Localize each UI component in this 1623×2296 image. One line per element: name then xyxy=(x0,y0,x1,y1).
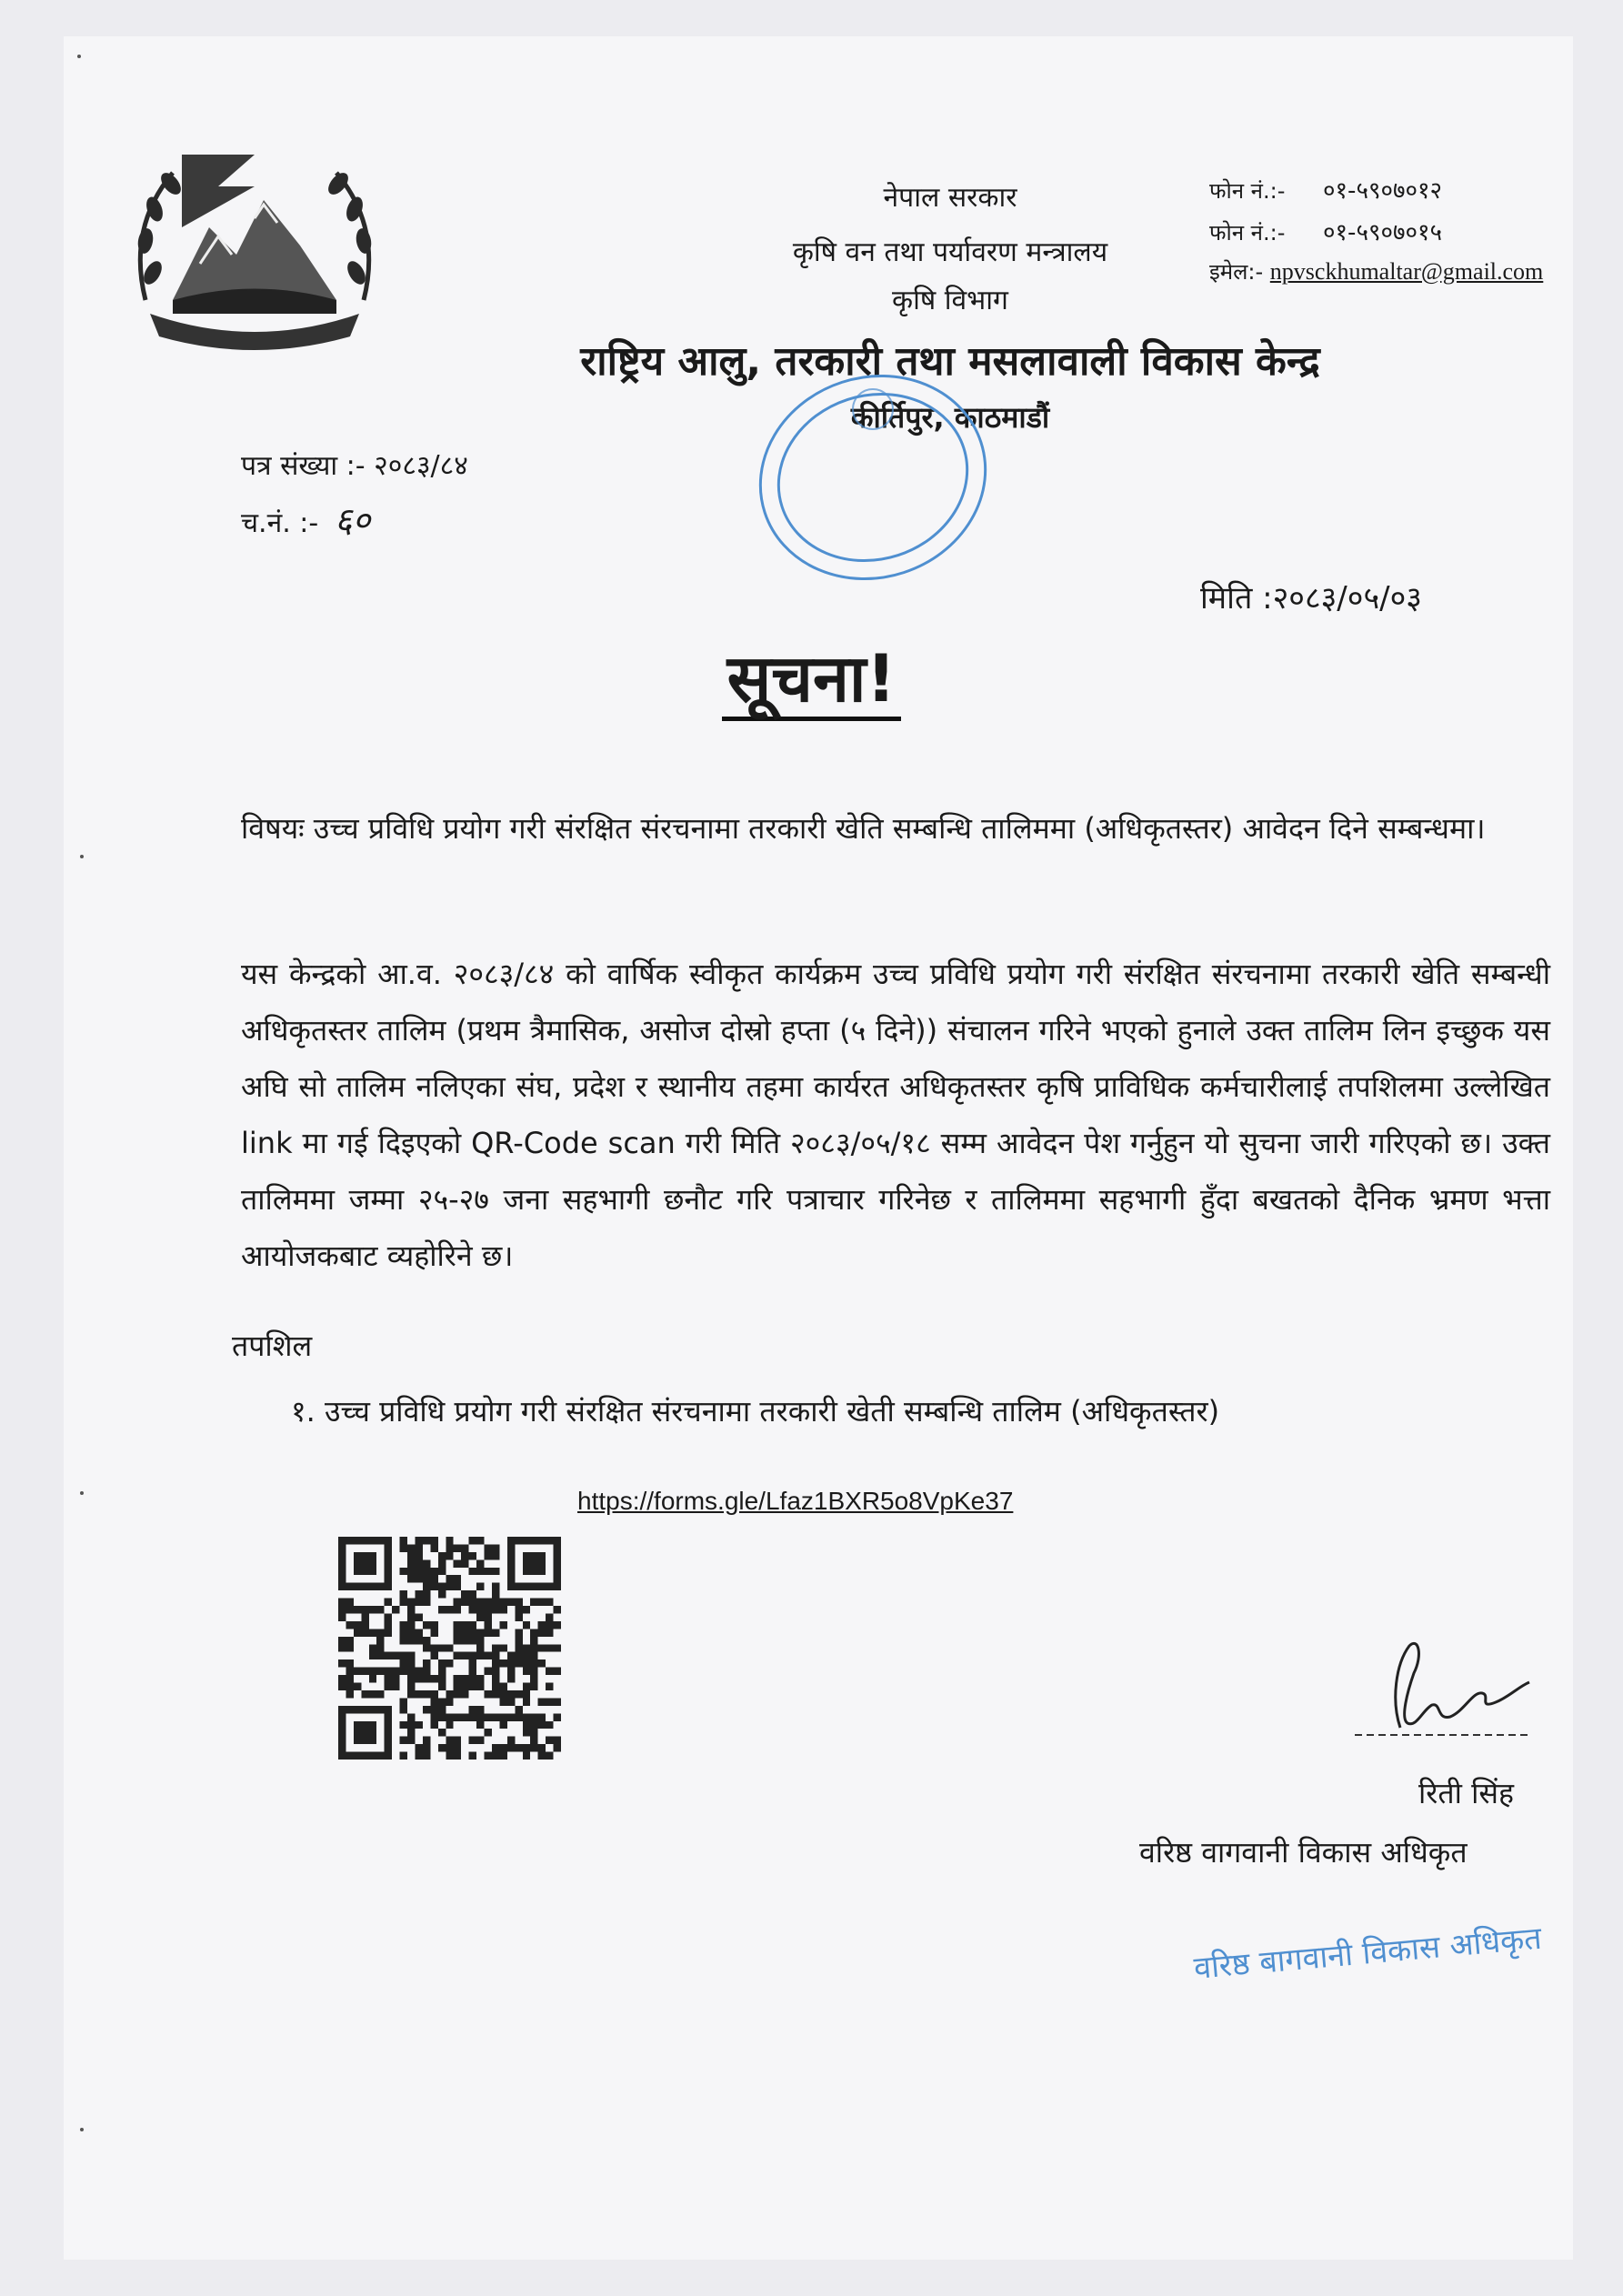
dispatch-number-value: ६० xyxy=(334,500,371,540)
dispatch-number-label: च.नं. :- xyxy=(241,507,319,539)
email-link[interactable]: npvsckhumaltar@gmail.com xyxy=(1269,258,1544,285)
phone-number-2: ०१-५९०७०१५ xyxy=(1323,219,1443,246)
office-location: कीर्तिपुर, काठमाडौं xyxy=(850,400,1050,435)
scan-speck xyxy=(80,2128,84,2131)
annex-item-1: १. उच्च प्रविधि प्रयोग गरी संरक्षित संरचनामा तरकारी खेती सम्बन्धि तालिम (अधिकृतस्तर) xyxy=(291,1394,1220,1429)
signatory-title: वरिष्ठ वागवानी विकास अधिकृत xyxy=(1139,1835,1468,1870)
email-row xyxy=(1209,256,1543,286)
phone-2-row xyxy=(1209,215,1442,247)
office-seal-stamp xyxy=(736,355,1009,600)
notice-subject: विषयः उच्च प्रविधि प्रयोग गरी संरक्षित संरचनामा तरकारी खेति सम्बन्धि तालिममा (अधिकृतस्तर) आवेदन दिने सम्बन्धमा। xyxy=(241,811,1486,846)
department-name: कृषि विभाग xyxy=(892,285,1008,316)
email-label: इमेल:- xyxy=(1209,259,1264,285)
scan-speck xyxy=(80,1491,84,1495)
scan-speck xyxy=(80,855,84,858)
govt-name: नेपाल सरकार xyxy=(883,182,1017,214)
designation-stamp: वरिष्ठ बागवानी विकास अधिकृत xyxy=(1192,1920,1544,1987)
notice-title xyxy=(0,632,1623,721)
phone-number-1: ०१-५९०७०१२ xyxy=(1323,177,1443,205)
notice-body: यस केन्द्रको आ.व. २०८३/८४ को वार्षिक स्वीकृत कार्यक्रम उच्च प्रविधि प्रयोग गरी संरक्षित संरचनामा तरकारी खेति सम्बन्धी अधिकृतस्तर तालिम (प्रथम त्रैमासिक, असोज दोस्रो हप्ता (५ दिने)) संचालन गरिने भएको हुनाले उक्त तालिम लिन इच्छुक यस अघि सो तालिम नलिएका संघ, प्रदेश र स्थानीय तहमा कार्यरत अधिकृतस्तर कृषि प्राविधिक कर्मचारीलाई तपशिलमा उल्लेखित link मा गई दिइएको QR-Code scan गरी मिति २०८३/०५/१८ सम्म आवेदन पेश गर्नुहुन यो सुचना जारी गरिएको छ। उक्त तालिममा जम्मा २५-२७ जना सहभागी छनौट गरि पत्राचार गरिनेछ र तालिममा सहभागी हुँदा बखतको दैनिक भ्रमण भत्ता आयोजकबाट व्यहोरिने छ। xyxy=(241,957,1550,1273)
notice-date: मिति :२०८३/०५/०३ xyxy=(1200,580,1422,617)
application-form-link[interactable]: https://forms.gle/Lfaz1BXR5o8VpKe37 xyxy=(577,1487,1014,1515)
scan-speck xyxy=(77,55,81,58)
dispatch-number-row xyxy=(241,496,370,543)
annex-label: तपशिल xyxy=(232,1328,313,1363)
phone-label: फोन नं.:- xyxy=(1209,220,1286,246)
notice-title-text: सूचना! xyxy=(722,640,902,721)
handwritten-signature xyxy=(1337,1637,1546,1746)
phone-1-row xyxy=(1209,173,1442,206)
letter-number: पत्र संख्या :- २०८३/८४ xyxy=(241,450,468,482)
phone-label: फोन नं.:- xyxy=(1209,178,1286,204)
signatory-name: रिती सिंह xyxy=(1418,1776,1514,1810)
qr-code[interactable] xyxy=(338,1537,561,1760)
office-name: राष्ट्रिय आलु, तरकारी तथा मसलावाली विकास केन्द्र xyxy=(580,338,1320,385)
ministry-name: कृषि वन तथा पर्यावरण मन्त्रालय xyxy=(792,236,1108,268)
